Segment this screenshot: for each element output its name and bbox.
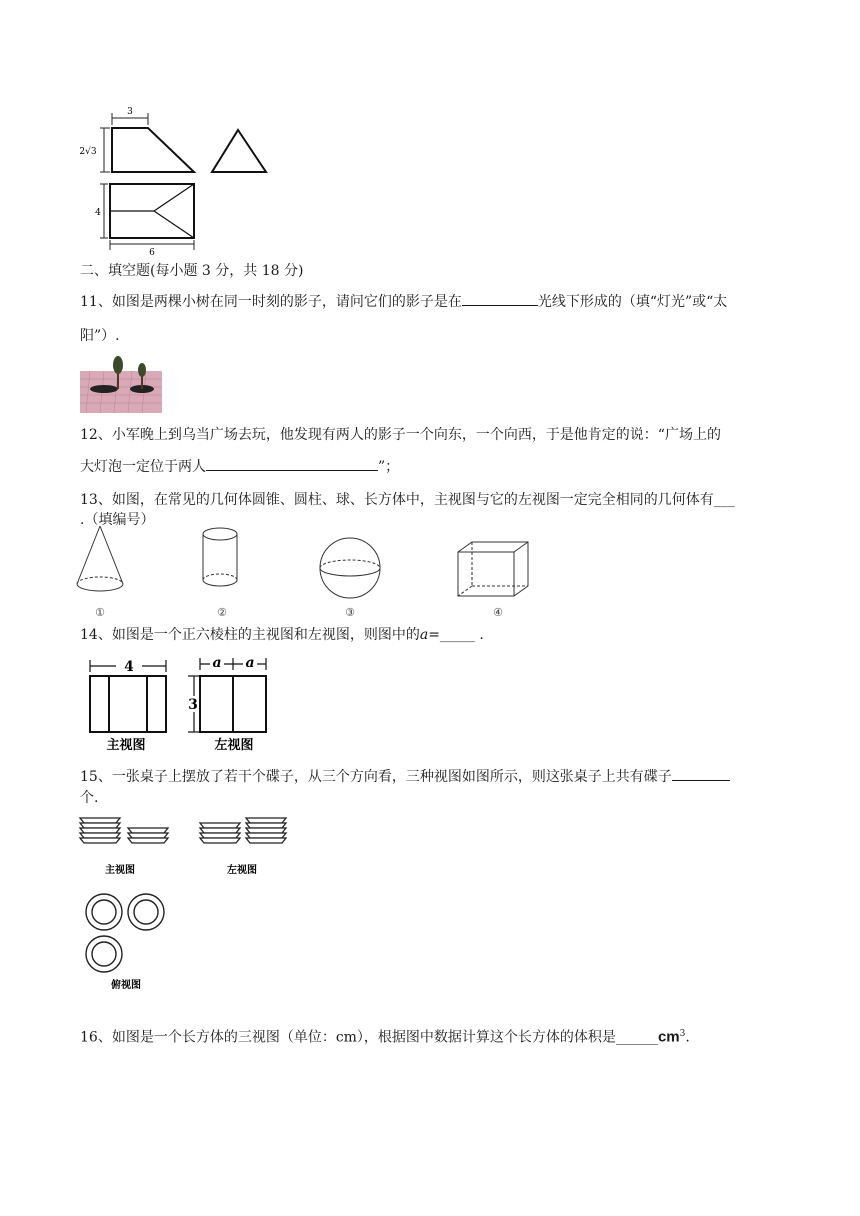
q14-text-b: =_____ .	[428, 627, 484, 643]
plates-left-caption: 左视图	[227, 865, 257, 876]
trapezoid-view	[112, 128, 194, 172]
left-view-plates	[200, 818, 286, 843]
q12-answer-blank[interactable]	[206, 456, 378, 471]
q15-text-a: 15、一张桌子上摆放了若干个碟子，从三个方向看，三种视图如图所示，则这张桌子上共有碟子	[80, 769, 672, 785]
q12-text-a: 大灯泡一定位于两人	[80, 459, 206, 475]
trees-shadow-image	[80, 355, 162, 413]
q14-variable: a	[419, 627, 429, 643]
q12-text-b: ”；	[378, 459, 400, 475]
q16-question	[80, 1024, 690, 1048]
q16-text-a: 16、如图是一个长方体的三视图（单位：cm），根据图中数据计算这个长方体的体积是	[80, 1029, 616, 1046]
plates-front-caption: 主视图	[105, 865, 135, 876]
q12-line2	[80, 456, 399, 477]
q15-answer-blank[interactable]	[672, 766, 730, 781]
q16-unit: cm	[657, 1028, 680, 1046]
q13-line1: 13、如图，在常见的几何体圆锥、圆柱、球、长方体中，主视图与它的左视图一定完全相同的几何体有___	[80, 492, 735, 508]
label-2: ②	[217, 606, 227, 619]
section-heading: 二、填空题(每小题 3 分，共 18 分)	[80, 263, 304, 279]
cone-shape	[77, 526, 123, 591]
q11-answer-blank[interactable]	[462, 291, 538, 306]
q15-line1	[80, 766, 730, 787]
label-4: ④	[493, 606, 503, 619]
label-3: ③	[345, 606, 355, 619]
plates-views	[76, 812, 292, 992]
side-dim-label: 2√3	[79, 147, 97, 157]
q15-line2: 个.	[80, 790, 99, 806]
triangle-view	[212, 130, 266, 172]
q14-question	[80, 625, 484, 645]
left-dim-label: 4	[95, 208, 101, 218]
front-width-label: 4	[124, 659, 134, 675]
plates-top-caption: 俯视图	[111, 980, 141, 991]
side-a2-label: a	[245, 655, 255, 671]
q16-answer-blank[interactable]: ______	[615, 1029, 658, 1046]
front-caption: 主视图	[106, 738, 146, 752]
bottom-dim-label: 6	[149, 248, 155, 256]
q14-text-a: 14、如图是一个正六棱柱的主视图和左视图，则图中的	[80, 627, 420, 643]
solids-figure	[70, 522, 550, 622]
q13-line2: .（填编号）	[80, 512, 155, 528]
side-caption: 左视图	[214, 738, 254, 752]
q11-line1	[80, 291, 727, 312]
q11-text-b: 光线下形成的（填“灯光”或“太	[537, 294, 728, 310]
q11-text-a: 11、如图是两棵小树在同一时刻的影子，请问它们的影子是在	[80, 294, 462, 310]
side-a1-label: a	[212, 655, 222, 671]
hexprism-views	[82, 654, 278, 752]
top-dim-label: 3	[127, 107, 133, 117]
cylinder-shape	[203, 528, 237, 586]
cuboid-shape	[458, 542, 528, 596]
three-view-figure	[74, 104, 274, 256]
height-label: 3	[188, 697, 198, 713]
front-view-plates	[80, 818, 168, 843]
top-view-plates	[86, 894, 164, 972]
front-view-rect	[90, 676, 166, 732]
sphere-shape	[320, 538, 380, 598]
q12-line1: 12、小军晚上到乌当广场去玩，他发现有两人的影子一个向东，一个向西，于是他肯定的说：“广场上的	[80, 427, 721, 443]
q11-line2: 阳”）.	[80, 328, 120, 344]
label-1: ①	[95, 606, 105, 619]
q16-end: .	[685, 1029, 690, 1046]
q16-exponent: 3	[679, 1029, 686, 1039]
